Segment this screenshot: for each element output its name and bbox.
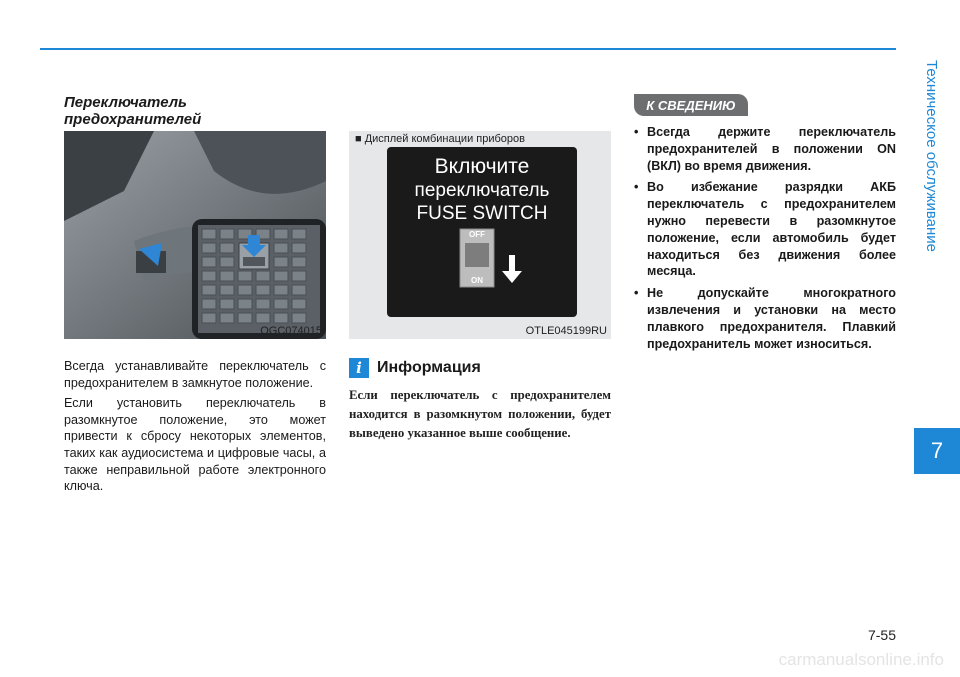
paragraph: Если установить переключатель в разомкнутое положение, это может привести к сбросу некоторых элементов, таких как аудиосистема и цифровые часы, а также неправильной работе электронного ключа. (64, 396, 326, 494)
list-item: • Не допускайте многократного извлечения и установки на место плавкого предохранителя. Плавкий предохранитель может износиться. (634, 285, 896, 352)
section-heading: Переключатель предохранителей (64, 94, 202, 128)
switch-on-label: ON (471, 276, 483, 285)
page-number: 7-55 (867, 627, 896, 643)
info-title: Информация (377, 359, 481, 376)
display-line-2: переключатель (414, 180, 550, 201)
switch-off-label: OFF (469, 230, 485, 239)
info-heading (349, 356, 611, 380)
watermark: carmanualsonline.info (778, 650, 944, 669)
image-caption: ■ Дисплей комбинации приборов (355, 133, 525, 145)
info-text: Если переключатель с предохранителем находится в разомкнутом положении, будет выведено указанное выше сообщение. (349, 388, 611, 440)
list-item: • Во избежание разрядки АКБ переключатель с предохранителем нужно перевести в разомкнутое положение, если автомобиль будет находиться без движения более месяца. (634, 179, 896, 280)
header-rule (40, 48, 896, 50)
cluster-display-image (349, 131, 611, 339)
chapter-tab: 7 (914, 428, 960, 474)
display-line-3: FUSE SWITCH (416, 203, 548, 224)
display-line-1: Включите (434, 155, 530, 178)
fuse-switch-photo (64, 131, 326, 339)
fuse-panel-illustration (64, 131, 326, 339)
body-text (64, 358, 326, 499)
image-code: OGC074015 (260, 325, 322, 337)
caution-badge: К СВЕДЕНИЮ (634, 94, 748, 116)
paragraph: Всегда устанавливайте переключатель с предохранителем в замкнутое положение. (64, 359, 326, 390)
info-i-icon: i (349, 358, 369, 378)
cluster-display-illustration (349, 131, 611, 339)
image-code: OTLE045199RU (525, 325, 607, 337)
section-title-vertical: Техническое обслуживание (923, 60, 940, 252)
caution-list (634, 124, 896, 357)
list-item: • Всегда держите переключатель предохранителей в положении ON (ВКЛ) во время движения. (634, 124, 896, 174)
